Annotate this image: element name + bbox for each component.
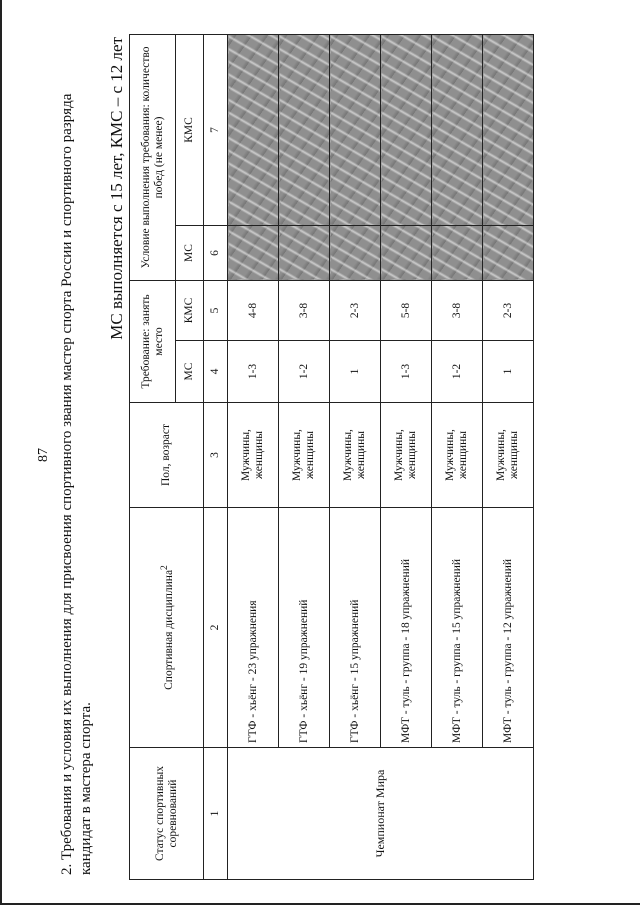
- shaded-cell: [483, 225, 534, 280]
- gender-cell: Мужчины, женщины: [330, 403, 381, 508]
- header-place-requirement: Требование: занять место: [130, 280, 176, 402]
- discipline-cell: ГТФ - хьёнг - 23 упражнения: [228, 508, 279, 748]
- shaded-cell: [381, 34, 432, 225]
- discipline-cell: МФТ - туль - группа - 12 упражнений: [483, 508, 534, 748]
- header-gender-age: Пол, возраст: [130, 403, 204, 508]
- ms-place-cell: 1: [330, 341, 381, 403]
- subheader-kms-place: КМС: [176, 280, 204, 340]
- shaded-cell: [330, 225, 381, 280]
- subheader-ms-place: МС: [176, 341, 204, 403]
- ms-place-cell: 1: [483, 341, 534, 403]
- shaded-cell: [228, 225, 279, 280]
- table-header-row: [130, 34, 176, 879]
- gender-cell: Мужчины, женщины: [381, 403, 432, 508]
- competition-status: Чемпионат Мира: [228, 748, 534, 880]
- column-number: 7: [204, 34, 228, 225]
- table-row: [228, 34, 279, 879]
- subheader-ms-wins: МС: [176, 225, 204, 280]
- column-number: 5: [204, 280, 228, 340]
- kms-place-cell: 4-8: [228, 280, 279, 340]
- kms-place-cell: 2-3: [483, 280, 534, 340]
- rotated-page: [20, 25, 620, 885]
- discipline-cell: МФТ - туль - группа - 18 упражнений: [381, 508, 432, 748]
- shaded-cell: [228, 34, 279, 225]
- discipline-cell: МФТ - туль - группа - 15 упражнений: [432, 508, 483, 748]
- column-number: 4: [204, 341, 228, 403]
- age-requirement-note: МС выполняется с 15 лет, КМС – с 12 лет: [107, 37, 126, 340]
- ms-place-cell: 1-2: [432, 341, 483, 403]
- discipline-cell: ГТФ - хьёнг - 19 упражнений: [279, 508, 330, 748]
- kms-place-cell: 5-8: [381, 280, 432, 340]
- page-number: 87: [36, 448, 51, 462]
- ms-place-cell: 1-3: [228, 341, 279, 403]
- shaded-cell: [432, 34, 483, 225]
- gender-cell: Мужчины, женщины: [279, 403, 330, 508]
- shaded-cell: [330, 34, 381, 225]
- header-discipline: [130, 508, 204, 748]
- subheader-kms-wins: КМС: [176, 34, 204, 225]
- gender-cell: Мужчины, женщины: [228, 403, 279, 508]
- gender-cell: Мужчины, женщины: [483, 403, 534, 508]
- discipline-cell: ГТФ - хьёнг - 15 упражнений: [330, 508, 381, 748]
- ms-place-cell: 1-2: [279, 341, 330, 403]
- header-wins-requirement: Условие выполнения требования: количество побед (не менее): [130, 34, 176, 280]
- shaded-cell: [432, 225, 483, 280]
- ms-place-cell: 1-3: [381, 341, 432, 403]
- shaded-cell: [381, 225, 432, 280]
- shaded-cell: [279, 34, 330, 225]
- header-status: Статус спортивных соревнований: [130, 748, 204, 880]
- column-number: 2: [204, 508, 228, 748]
- kms-place-cell: 2-3: [330, 280, 381, 340]
- header-discipline-text: Спортивная дисциплина: [162, 569, 175, 690]
- footnote-ref: 2: [158, 565, 170, 570]
- column-number-row: [204, 34, 228, 879]
- shaded-cell: [483, 34, 534, 225]
- requirements-table: [129, 34, 534, 880]
- gender-cell: Мужчины, женщины: [432, 403, 483, 508]
- kms-place-cell: 3-8: [279, 280, 330, 340]
- column-number: 6: [204, 225, 228, 280]
- column-number: 1: [204, 748, 228, 880]
- shaded-cell: [279, 225, 330, 280]
- kms-place-cell: 3-8: [432, 280, 483, 340]
- section-heading: 2. Требования и условия их выполнения для присвоения спортивного звания мастер спорта России и спортивного разряда кандидат в мастера спорта.: [59, 93, 94, 875]
- column-number: 3: [204, 403, 228, 508]
